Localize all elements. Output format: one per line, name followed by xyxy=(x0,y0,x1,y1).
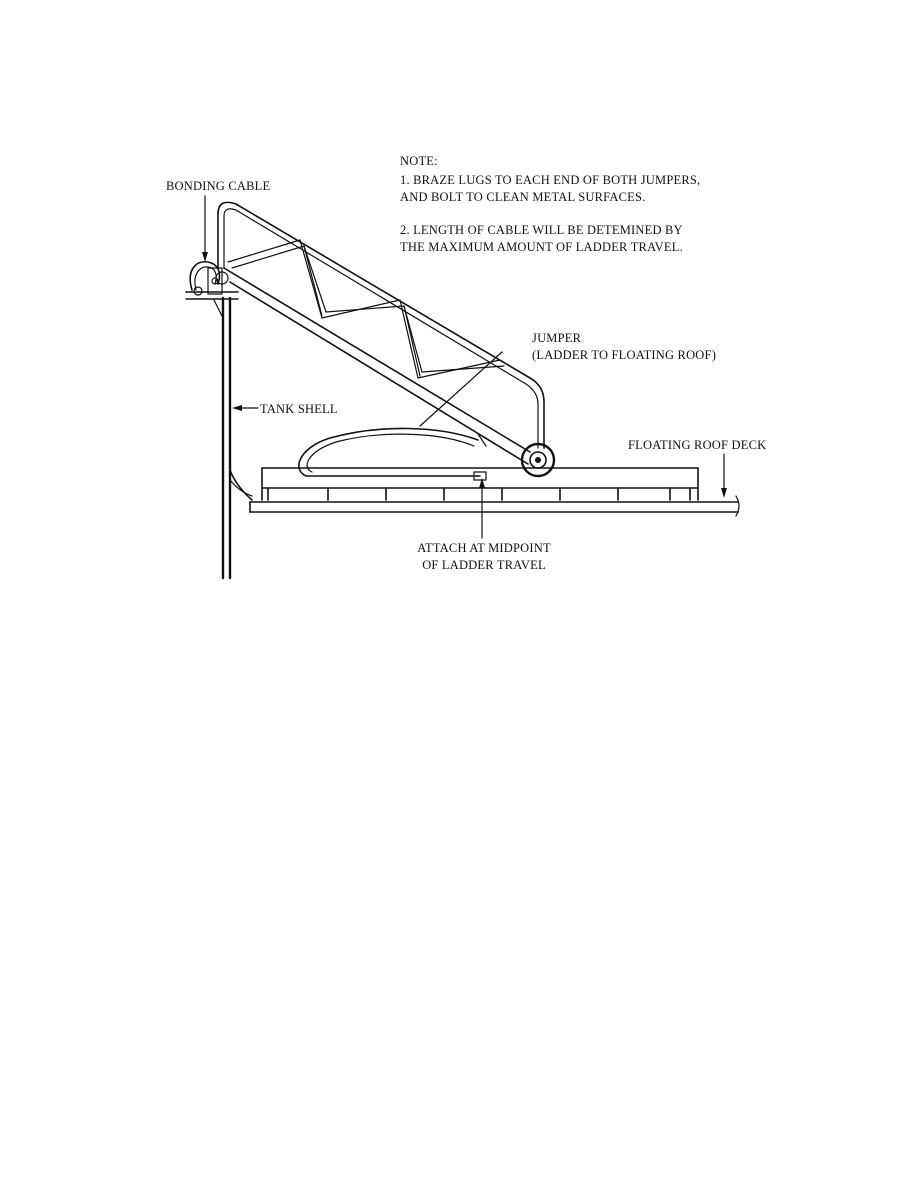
note-2-line-1: 2. LENGTH OF CABLE WILL BE DETEMINED BY xyxy=(400,223,683,237)
attach-label-line-1: ATTACH AT MIDPOINT xyxy=(417,541,551,555)
bonding-cable-label: BONDING CABLE xyxy=(166,179,271,193)
notes-block xyxy=(400,154,700,254)
attach-label-line-2: OF LADDER TRAVEL xyxy=(422,558,546,572)
note-1-line-1: 1. BRAZE LUGS TO EACH END OF BOTH JUMPERS, xyxy=(400,173,701,187)
floating-roof-deck-label: FLOATING ROOF DECK xyxy=(628,438,767,452)
jumper-cable xyxy=(299,428,486,480)
tank-shell xyxy=(186,292,252,578)
lug-icon xyxy=(194,287,202,295)
note-2-line-2: THE MAXIMUM AMOUNT OF LADDER TRAVEL. xyxy=(400,240,683,254)
tank-shell-label: TANK SHELL xyxy=(260,402,338,416)
note-title: NOTE: xyxy=(400,154,438,168)
note-1-line-2: AND BOLT TO CLEAN METAL SURFACES. xyxy=(400,190,646,204)
jumper-label-line-1: JUMPER xyxy=(532,331,582,345)
jumper-label-line-2: (LADDER TO FLOATING ROOF) xyxy=(532,348,717,362)
